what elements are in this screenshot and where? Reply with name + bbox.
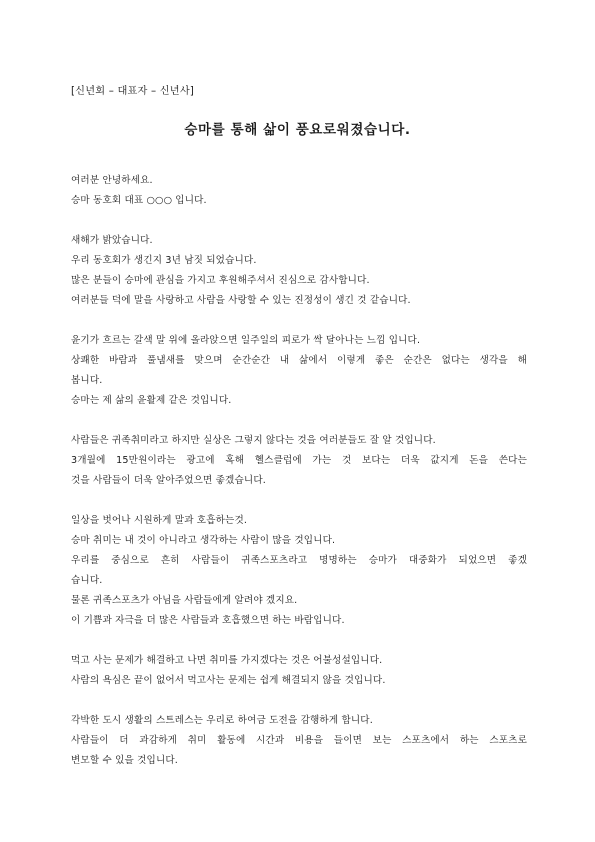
paragraph xyxy=(71,431,527,491)
paragraph xyxy=(71,231,527,311)
paragraph-line: 것을 사람들이 더욱 알아주었으면 좋겠습니다. xyxy=(71,475,266,486)
paragraph xyxy=(71,511,527,631)
paragraph xyxy=(71,651,527,691)
paragraph-line: 승마는 제 삶의 윤활제 같은 것입니다. xyxy=(71,395,232,406)
paragraph-line: 사람들이 더 과감하게 취미 활동에 시간과 비용을 들이면 보는 스포츠에서 하는 스포츠로 xyxy=(71,735,527,746)
paragraph-line: 습니다. xyxy=(71,575,103,586)
paragraph-line: 윤기가 흐르는 갈색 말 위에 올라앉으면 일주일의 피로가 싹 달아나는 느낌 입니다. xyxy=(71,335,421,346)
paragraph-line: 승마 취미는 내 것이 아니라고 생각하는 사람이 많을 것입니다. xyxy=(71,535,336,546)
document-body xyxy=(71,171,527,791)
paragraph xyxy=(71,171,527,211)
paragraph xyxy=(71,711,527,771)
paragraph-line: 사람의 욕심은 끝이 없어서 먹고사는 문제는 쉽게 해결되지 않을 것입니다. xyxy=(71,675,386,686)
paragraph-line: 새해가 밝았습니다. xyxy=(71,235,153,246)
document-title: 승마를 통해 삶이 풍요로워졌습니다. xyxy=(184,122,411,138)
paragraph-line: 여러분 안녕하세요. xyxy=(71,175,153,186)
paragraph-line: 변모할 수 있을 것입니다. xyxy=(71,755,178,766)
paragraph-line: 물론 귀족스포츠가 아님을 사람들에게 알려야 겠지요. xyxy=(71,595,298,606)
paragraph-line: 우리 동호회가 생긴지 3년 남짓 되었습니다. xyxy=(71,255,257,266)
paragraph-line: 이 기쁨과 자극을 더 많은 사람들과 호흡했으면 하는 바람입니다. xyxy=(71,615,345,626)
paragraph-line: 우리를 중심으로 흔히 사람들이 귀족스포츠라고 명명하는 승마가 대중화가 되었으면 좋겠 xyxy=(71,555,527,566)
paragraph-line: 일상을 벗어나 시원하게 말과 호흡하는것. xyxy=(71,515,248,526)
paragraph-line: 봅니다. xyxy=(71,375,103,386)
paragraph xyxy=(71,331,527,411)
paragraph-line: 승마 동호회 대표 ○○○ 입니다. xyxy=(71,195,207,206)
paragraph-line: 많은 분들이 승마에 관심을 가지고 후원해주셔서 진심으로 감사합니다. xyxy=(71,275,370,286)
paragraph-line: 여러분들 덕에 말을 사랑하고 사람을 사랑할 수 있는 진정성이 생긴 것 같습니다. xyxy=(71,295,411,306)
header-tag: [신년회 – 대표자 – 신년사] xyxy=(71,86,195,97)
paragraph-line: 사람들은 귀족취미라고 하지만 실상은 그렇지 않다는 것을 여러분들도 잘 알 것입니다. xyxy=(71,435,436,446)
paragraph-line: 각박한 도시 생활의 스트레스는 우리로 하여금 도전을 감행하게 합니다. xyxy=(71,715,373,726)
paragraph-line: 3개월에 15만원이라는 광고에 혹해 헬스클럽에 가는 것 보다는 더욱 값지게 돈을 쓴다는 xyxy=(71,455,527,466)
paragraph-line: 상쾌한 바람과 풀냄새를 맞으며 순간순간 내 삶에서 이렇게 좋은 순간은 없다는 생각을 해 xyxy=(71,355,527,366)
paragraph-line: 먹고 사는 문제가 해결하고 나면 취미를 가지겠다는 것은 어불성설입니다. xyxy=(71,655,383,666)
